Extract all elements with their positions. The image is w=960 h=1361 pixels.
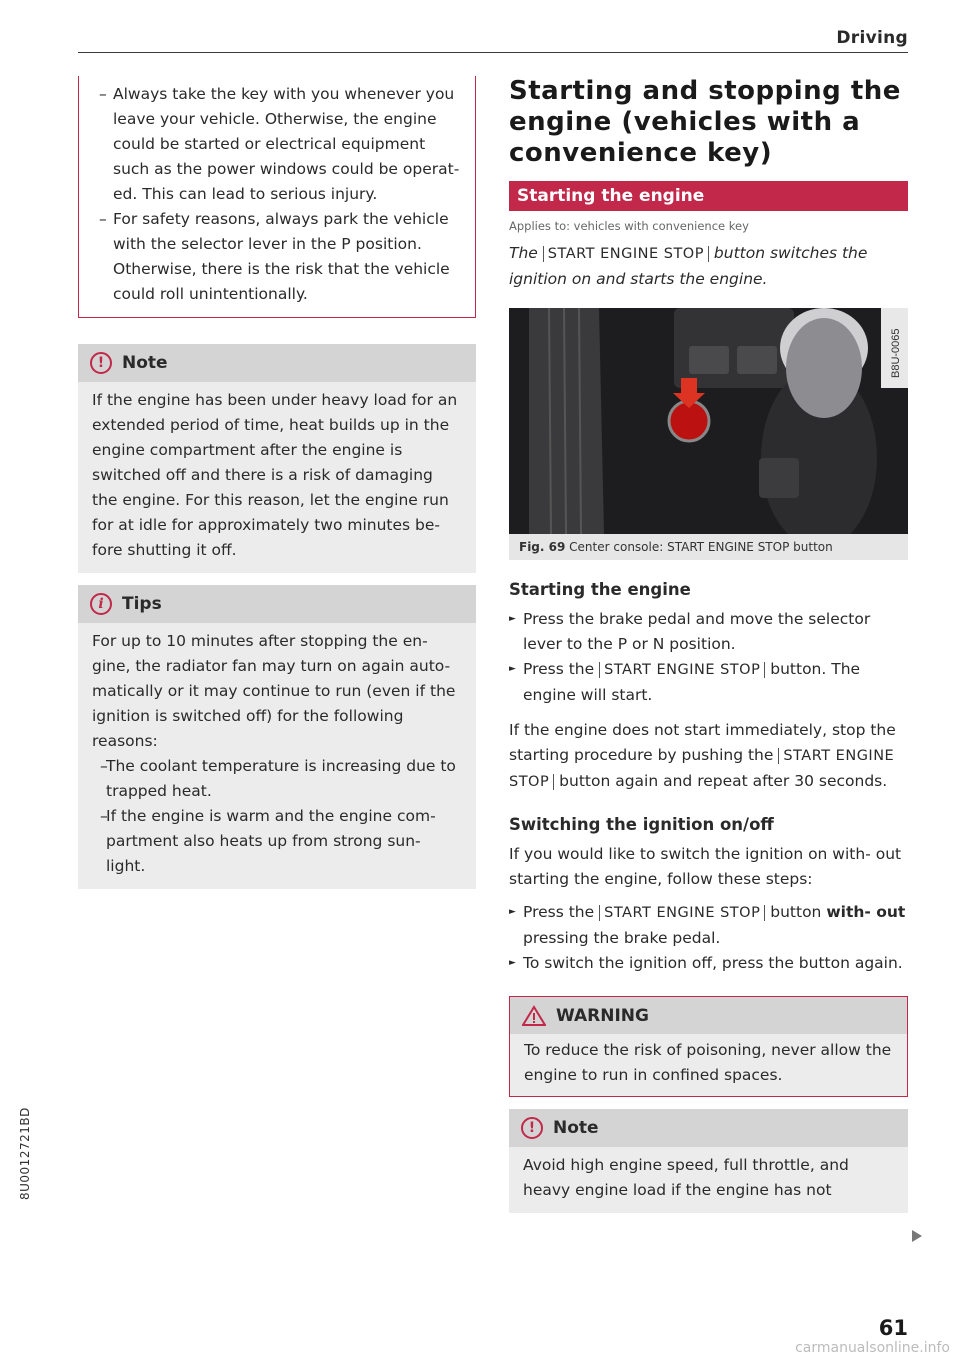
step-bold: with- out xyxy=(826,903,906,921)
step-item: ► Press the brake pedal and move the selector lever to the P or N position. xyxy=(509,607,908,657)
ignition-paragraph: If you would like to switch the ignition on with- out starting the engine, follow these steps: xyxy=(509,845,902,888)
step-post: button. The engine will start. xyxy=(523,660,861,704)
step-item xyxy=(509,900,908,951)
info-circle-icon: i xyxy=(90,593,112,615)
right-column xyxy=(509,76,908,1213)
section-bar: Starting the engine xyxy=(509,181,908,211)
subheading-starting: Starting the engine xyxy=(509,580,691,599)
start-engine-stop-key: START ENGINE STOP xyxy=(543,246,709,262)
step-pre: Press the xyxy=(523,903,595,921)
center-console-photo xyxy=(509,308,908,534)
figure-label: Fig. 69 xyxy=(519,540,566,554)
section-title: Driving xyxy=(836,28,908,48)
step-mid: button xyxy=(770,903,822,921)
warning-bullet: – For safety reasons, always park the vehicle with the selector lever in the P position. Otherwise, there is the risk that the vehicle could roll unintentionally. xyxy=(91,207,463,307)
tips-box xyxy=(78,585,476,889)
warning-header xyxy=(509,996,908,1034)
left-column xyxy=(78,76,476,889)
tips-text: For up to 10 minutes after stopping the en- gine, the radiator fan may turn on again auto- matically or it may continue to run (even if the ignition is switched off) for the following reasons: xyxy=(92,632,456,750)
note-title: Note xyxy=(122,353,168,373)
watermark: carmanualsonline.info xyxy=(795,1340,950,1356)
figure-caption xyxy=(509,534,908,560)
note-body xyxy=(509,1147,908,1213)
tips-header xyxy=(78,585,476,623)
exclamation-circle-icon: ! xyxy=(90,352,112,374)
note-box xyxy=(78,344,476,573)
header-divider xyxy=(78,52,908,53)
exclamation-circle-icon: ! xyxy=(521,1117,543,1139)
tips-bullet: – If the engine is warm and the engine com- partment also heats up from strong sun- light. xyxy=(92,804,462,879)
page-title: Starting and stopping the engine (vehicles with a convenience key) xyxy=(509,76,901,168)
note-text: Avoid high engine speed, full throttle, and heavy engine load if the engine has not xyxy=(523,1156,849,1199)
page-number: 61 xyxy=(878,1316,908,1340)
intro-text xyxy=(509,241,908,292)
warning-bullet: – Always take the key with you whenever you leave your vehicle. Otherwise, the engine could be started or electrical equipment such as the power windows could be operat- ed. This can lead to serious injury. xyxy=(91,82,463,207)
tips-bullet: – The coolant temperature is increasing due to trapped heat. xyxy=(92,754,462,804)
intro-pre: The xyxy=(509,244,538,262)
tips-title: Tips xyxy=(122,594,162,614)
subheading-ignition: Switching the ignition on/off xyxy=(509,815,774,834)
step-pre: Press the xyxy=(523,660,595,678)
note-title: Note xyxy=(553,1118,599,1138)
continue-arrow-icon xyxy=(912,1230,922,1242)
tips-body xyxy=(78,623,476,889)
step-item xyxy=(509,657,908,708)
para-pre: If the engine does not start immediately, stop the starting procedure by pushing the xyxy=(509,721,896,764)
step-post: pressing the brake pedal. xyxy=(523,929,721,947)
image-code: B8U-0065 xyxy=(890,328,902,378)
note-box-right xyxy=(509,1109,908,1213)
warning-triangle-icon xyxy=(522,1005,546,1027)
start-engine-stop-key: START ENGINE STOP xyxy=(599,905,765,921)
para-post: button again and repeat after 30 seconds. xyxy=(559,772,888,790)
start-engine-stop-key: START ENGINE STOP xyxy=(509,748,895,790)
note-text: If the engine has been under heavy load for an extended period of time, heat builds up in the engine compartment after the engine is switched off and there is a risk of damaging the engine. For this reason, let the engine run for at idle for approximately two minutes be- fore shutting it off. xyxy=(92,391,458,559)
restart-paragraph xyxy=(509,718,908,795)
applies-note: Applies to: vehicles with convenience key xyxy=(509,219,749,233)
intro-post: button switches the ignition on and starts the engine. xyxy=(509,244,868,288)
console-illustration xyxy=(509,308,908,534)
warning-continuation xyxy=(78,76,476,318)
warning-box xyxy=(509,996,908,1097)
document-code: 8U0012721BD xyxy=(18,1107,32,1200)
start-engine-stop-key: START ENGINE STOP xyxy=(599,662,765,678)
note-body xyxy=(78,382,476,573)
warning-title: WARNING xyxy=(556,1005,649,1026)
warning-text: To reduce the risk of poisoning, never allow the engine to run in confined spaces. xyxy=(509,1034,908,1097)
step-item: ► To switch the ignition off, press the button again. xyxy=(509,951,908,976)
note-header xyxy=(509,1109,908,1147)
figure-caption-text: Center console: START ENGINE STOP button xyxy=(569,540,833,554)
note-header xyxy=(78,344,476,382)
